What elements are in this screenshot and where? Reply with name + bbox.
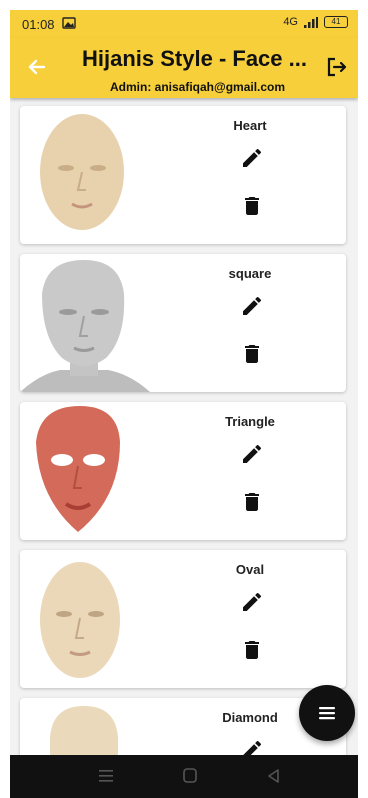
trash-icon[interactable] xyxy=(240,490,264,514)
signal-icon xyxy=(304,17,318,28)
face-image xyxy=(20,698,150,760)
face-shape-card xyxy=(20,402,346,540)
trash-icon[interactable] xyxy=(240,342,264,366)
pencil-icon[interactable] xyxy=(240,146,264,170)
back-nav-icon[interactable] xyxy=(262,765,286,787)
face-shape-name: Heart xyxy=(233,118,267,133)
menu-icon xyxy=(315,701,339,725)
face-shape-list xyxy=(10,98,358,760)
pencil-icon[interactable] xyxy=(240,442,264,466)
menu-fab-button[interactable] xyxy=(299,685,355,741)
face-image xyxy=(20,550,150,688)
face-image xyxy=(20,106,150,244)
arrow-left-icon[interactable] xyxy=(26,56,48,78)
gallery-notification-icon xyxy=(62,17,76,32)
face-shape-name: square xyxy=(228,266,272,281)
face-shape-card xyxy=(20,106,346,244)
face-shape-name: Oval xyxy=(235,562,265,577)
logout-icon[interactable] xyxy=(326,56,348,78)
status-time: 01:08 xyxy=(22,17,55,32)
recent-apps-icon[interactable] xyxy=(94,765,118,787)
face-image xyxy=(20,254,150,392)
status-bar xyxy=(10,10,358,38)
battery-icon: 41 xyxy=(324,16,348,28)
home-icon[interactable] xyxy=(178,765,202,787)
pencil-icon[interactable] xyxy=(240,294,264,318)
phone-screen xyxy=(10,10,358,798)
face-shape-card xyxy=(20,254,346,392)
face-shape-card xyxy=(20,550,346,688)
system-nav-bar xyxy=(10,755,358,798)
pencil-icon[interactable] xyxy=(240,590,264,614)
face-shape-card xyxy=(20,698,346,760)
admin-email: Admin: anisafiqah@gmail.com xyxy=(110,80,286,94)
app-bar xyxy=(10,38,358,98)
face-shape-name: Diamond xyxy=(222,710,278,725)
network-type: 4G xyxy=(283,16,298,28)
status-icons xyxy=(283,16,348,28)
trash-icon[interactable] xyxy=(240,638,264,662)
face-image xyxy=(20,402,150,540)
trash-icon[interactable] xyxy=(240,194,264,218)
face-shape-name: Triangle xyxy=(225,414,275,429)
page-title: Hijanis Style - Face ... xyxy=(82,46,307,71)
